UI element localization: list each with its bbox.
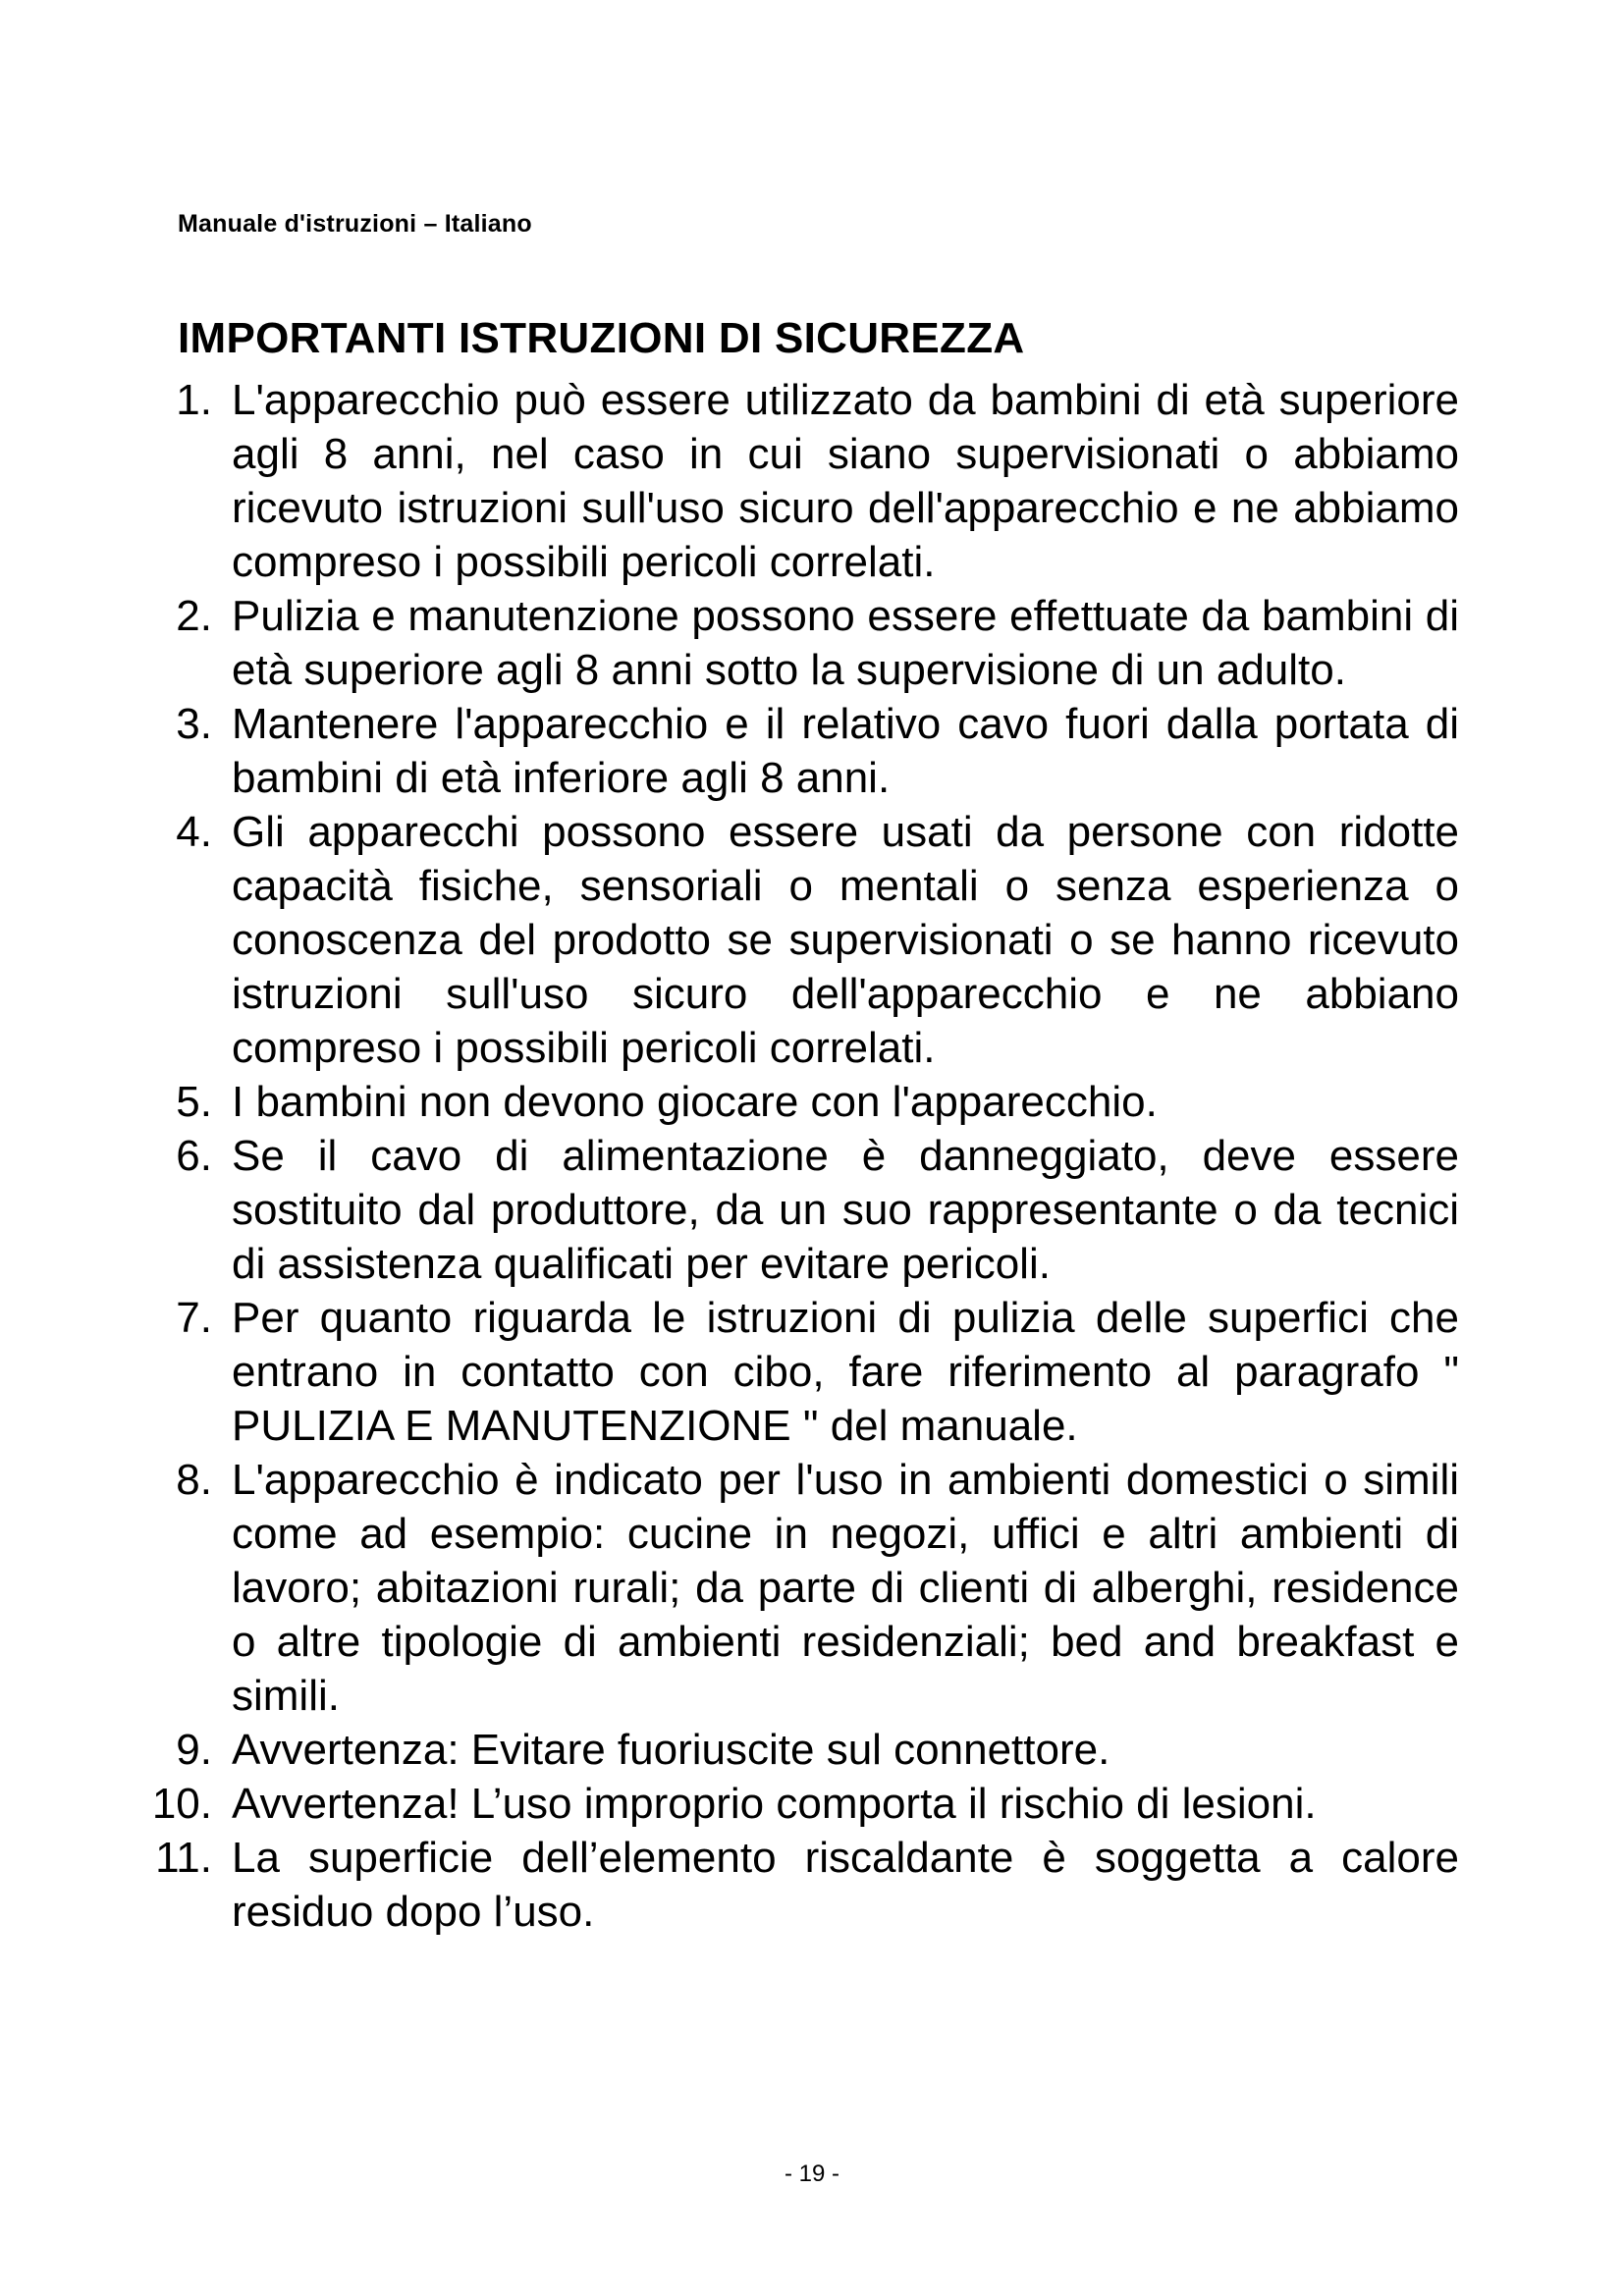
item-text: La superficie dell’elemento riscaldante è soggetta a calore residuo dopo l’uso.: [232, 1834, 1459, 1936]
item-text: Mantenere l'apparecchio e il relativo cavo fuori dalla portata di bambini di età inferiore agli 8 anni.: [232, 700, 1459, 802]
list-item: [0, 1291, 1624, 1453]
item-text: Se il cavo di alimentazione è danneggiato, deve essere sostituito dal produttore, da un suo rappresentante o da tecnici di assistenza qualificati per evitare pericoli.: [232, 1132, 1459, 1288]
page-header: Manuale d'istruzioni – Italiano: [178, 210, 532, 238]
list-item: [0, 697, 1624, 805]
list-item: [0, 1831, 1624, 1939]
list-item: [0, 1453, 1624, 1723]
item-number: 4.: [176, 808, 212, 856]
list-item: [0, 805, 1624, 1075]
list-item: [0, 1777, 1624, 1831]
list-item: [0, 1723, 1624, 1777]
item-number: 11.: [155, 1834, 212, 1882]
page-number: - 19 -: [784, 2161, 839, 2187]
item-text: Pulizia e manutenzione possono essere effettuate da bambini di età superiore agli 8 anni sotto la supervisione di un adulto.: [232, 592, 1459, 694]
safety-instructions-list: [0, 373, 1624, 1939]
item-number: 2.: [176, 592, 212, 640]
item-number: 7.: [176, 1294, 212, 1342]
item-text: L'apparecchio è indicato per l'uso in ambienti domestici o simili come ad esempio: cucine in negozi, uffici e altri ambienti di lavoro; abitazioni rurali; da parte di clienti di alberghi, residence o altre tipologie di ambienti residenziali; bed and breakfast e simili.: [232, 1456, 1459, 1720]
list-item: [0, 589, 1624, 697]
item-text: L'apparecchio può essere utilizzato da bambini di età superiore agli 8 anni, nel caso in cui siano supervisionati o abbiamo ricevuto istruzioni sull'uso sicuro dell'apparecchio e ne abbiamo compreso i possibili pericoli correlati.: [232, 376, 1459, 586]
item-text: I bambini non devono giocare con l'apparecchio.: [232, 1078, 1158, 1126]
list-item: [0, 1075, 1624, 1129]
item-number: 6.: [176, 1132, 212, 1180]
list-item: [0, 1129, 1624, 1291]
item-number: 9.: [176, 1726, 212, 1774]
item-number: 10.: [151, 1780, 212, 1828]
item-text: Gli apparecchi possono essere usati da persone con ridotte capacità fisiche, sensoriali o mentali o senza esperienza o conoscenza del prodotto se supervisionati o se hanno ricevuto istruzioni sull'uso sicuro dell'apparecchio e ne abbiano compreso i possibili pericoli correlati.: [232, 808, 1459, 1072]
item-text: Avvertenza! L’uso improprio comporta il rischio di lesioni.: [232, 1780, 1317, 1828]
item-text: Avvertenza: Evitare fuoriuscite sul connettore.: [232, 1726, 1110, 1774]
item-number: 8.: [176, 1456, 212, 1504]
item-number: 5.: [176, 1078, 212, 1126]
item-number: 3.: [176, 700, 212, 748]
section-title: IMPORTANTI ISTRUZIONI DI SICUREZZA: [178, 314, 1025, 362]
item-text: Per quanto riguarda le istruzioni di pulizia delle superfici che entrano in contatto con cibo, fare riferimento al paragrafo " PULIZIA E MANUTENZIONE " del manuale.: [232, 1294, 1459, 1450]
item-number: 1.: [176, 376, 212, 424]
list-item: [0, 373, 1624, 589]
